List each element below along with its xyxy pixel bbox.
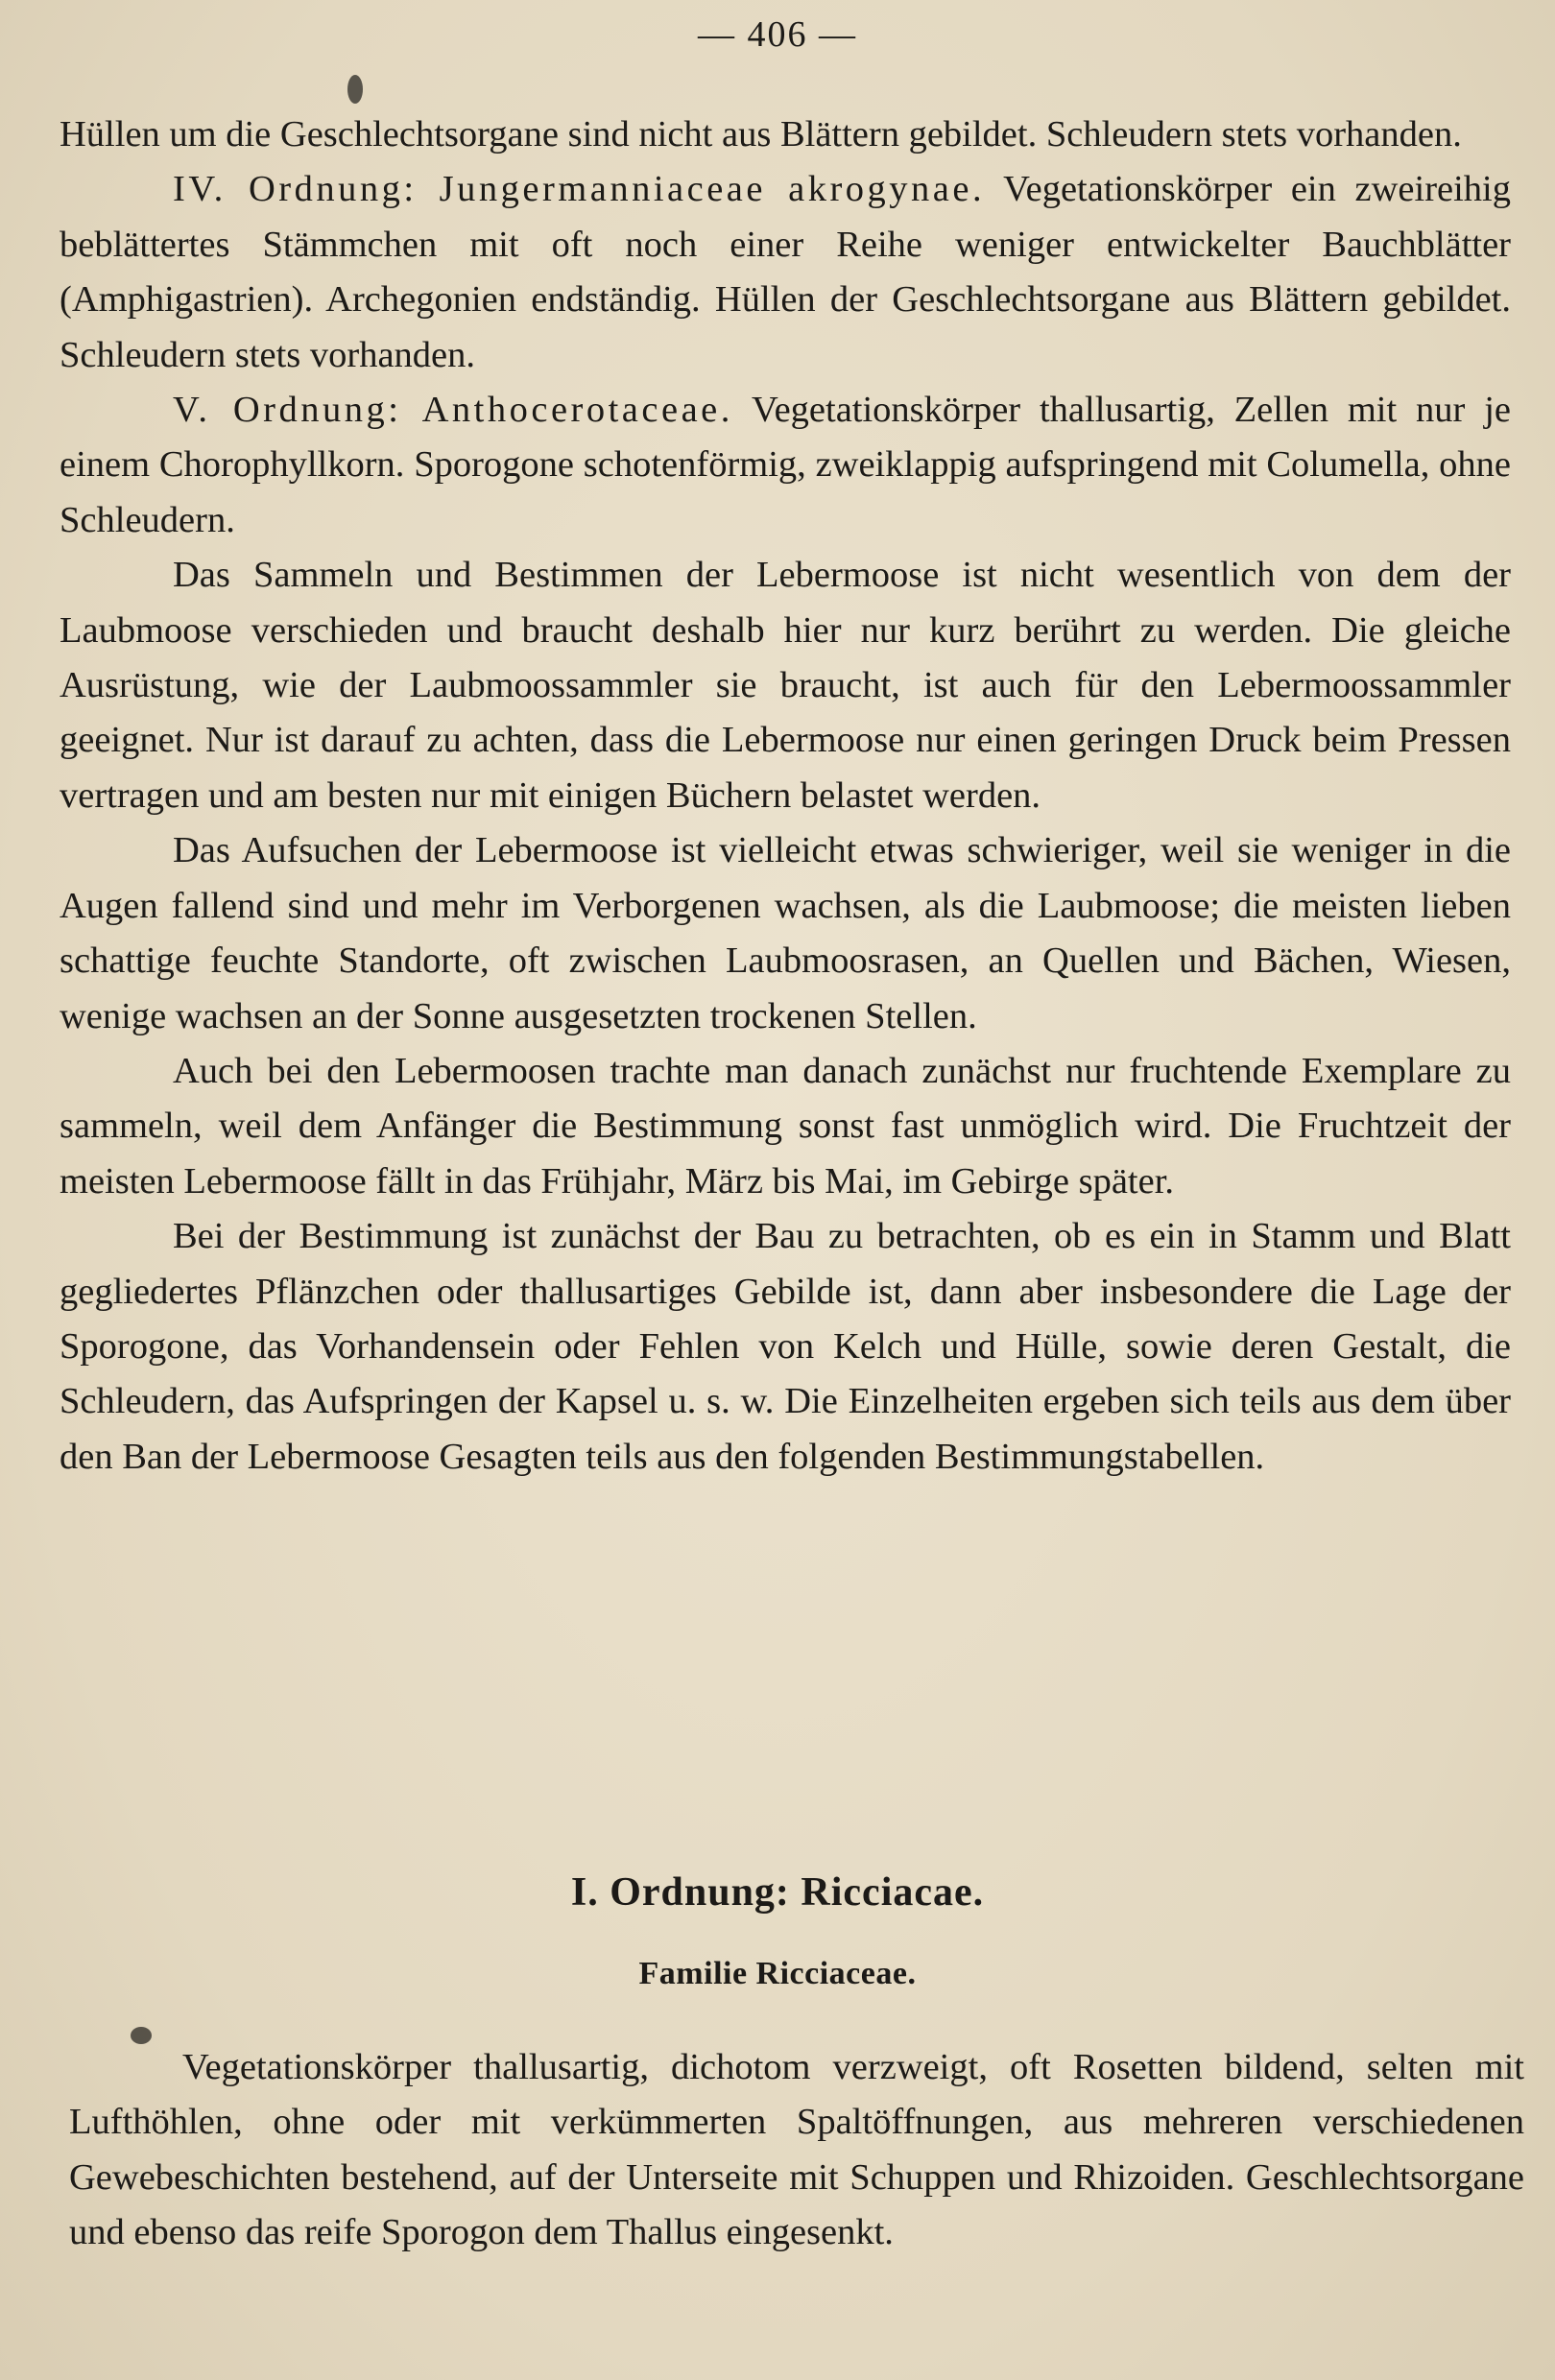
- order-v-text: Vegetationskörper thallusartig, Zellen mit nur je einem Chorophyllkorn. Sporogone schotenförmig, zweiklappig aufspringend mit Columella, ohne Schleudern.: [60, 390, 1511, 540]
- order-heading: I. Ordnung: Ricciacae.: [570, 1870, 985, 1915]
- searching-paragraph: Das Aufsuchen der Lebermoose ist vielleicht etwas schwieriger, weil sie weniger in die Augen fallend sind und mehr im Verborgenen wachsen, als die Laubmoose; die meisten lieben schattige feuchte Standorte, oft zwischen Laubmoosrasen, an Quellen und Bächen, Wiesen, wenige wachsen an der Sonne ausgesetzten trockenen Stellen.: [60, 830, 1511, 1036]
- family-description: [69, 2040, 1524, 2261]
- order-v-label: V. Ordnung: Anthocerotaceae.: [173, 390, 733, 431]
- ink-smudge: [347, 75, 363, 104]
- family-paragraph: Vegetationskörper thallusartig, dichotom verzweigt, oft Rosetten bildend, selten mit Lufthöhlen, ohne oder mit verkümmerten Spaltöffnungen, aus mehreren verschiedenen Gewebeschichten bestehend, auf der Unterseite mit Schuppen und Rhizoiden. Geschlechtsorgane und ebenso das reife Sporogon dem Thallus eingesenkt.: [69, 2047, 1524, 2253]
- order-v-paragraph: [60, 383, 1511, 548]
- order-iv-label: IV. Ordnung: Jungermanniaceae akrogynae.: [173, 169, 986, 210]
- order-iv-text: Vegetationskörper ein zweireihig beblättertes Stämmchen mit oft noch einer Reihe weniger entwickelter Bauchblätter (Amphigastrien). Archegonien endständig. Hüllen der Geschlechtsorgane aus Blättern gebildet. Schleudern stets vorhanden.: [60, 169, 1511, 375]
- determination-paragraph: Bei der Bestimmung ist zunächst der Bau zu betrachten, ob es ein in Stamm und Blatt gegliedertes Pflänzchen oder thallusartiges Gebilde ist, dann aber insbesondere die Lage der Sporogone, das Vorhandensein oder Fehlen von Kelch und Hülle, sowie deren Gestalt, die Schleudern, das Aufspringen der Kapsel u. s. w. Die Einzelheiten ergeben sich teils aus dem über den Ban der Lebermoose Gesagten teils aus den folgenden Bestimmungstabellen.: [60, 1216, 1511, 1477]
- family-heading: Familie Ricciaceae.: [638, 1956, 917, 1991]
- fruiting-paragraph: Auch bei den Lebermoosen trachte man danach zunächst nur fruchtende Exemplare zu sammeln, weil dem Anfänger die Bestimmung sonst fast unmöglich wird. Die Fruchtzeit der meisten Lebermoose fällt in das Frühjahr, März bis Mai, im Gebirge später.: [60, 1050, 1511, 1202]
- continuation-paragraph: Hüllen um die Geschlechtsorgane sind nicht aus Blättern gebildet. Schleudern stets vorhanden.: [60, 114, 1462, 155]
- collecting-paragraph: Das Sammeln und Bestimmen der Lebermoose ist nicht wesentlich von dem der Laubmoose verschieden und braucht deshalb hier nur kurz berührt zu werden. Die gleiche Ausrüstung, wie der Laubmoossammler sie braucht, ist auch für den Lebermoossammler geeignet. Nur ist darauf zu achten, dass die Lebermoose nur einen geringen Druck beim Pressen vertragen und am besten nur mit einigen Büchern belastet werden.: [60, 555, 1511, 816]
- order-iv-paragraph: [60, 162, 1511, 383]
- body-text: [60, 107, 1511, 1485]
- ink-smudge: [131, 2027, 152, 2044]
- page-number: — 406 —: [698, 14, 857, 55]
